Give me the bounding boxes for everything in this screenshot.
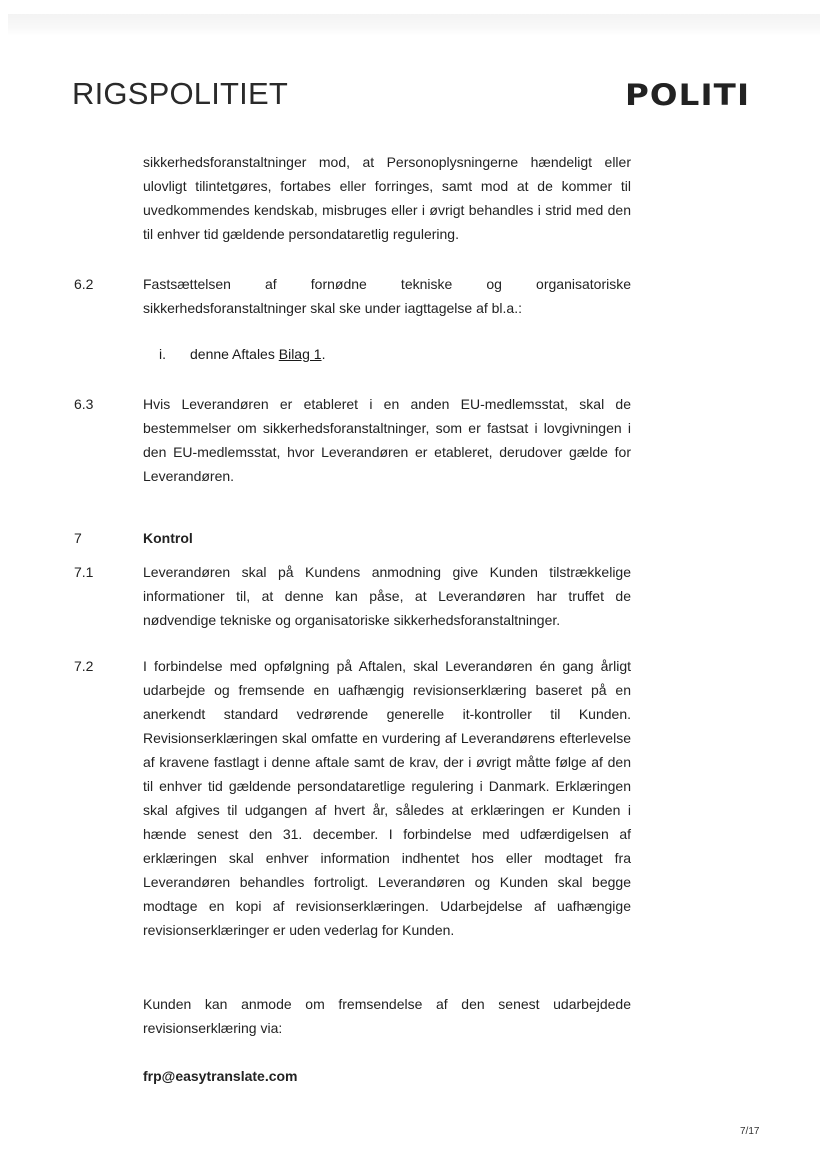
section-number-7-2: 7.2 (74, 658, 94, 674)
list-marker: i. (159, 346, 166, 362)
section-number-6-2: 6.2 (74, 276, 94, 292)
page-number: 7/17 (740, 1126, 760, 1137)
scan-shadow (8, 14, 820, 36)
section-number-7-1: 7.1 (74, 564, 94, 580)
list-item (190, 342, 325, 366)
contact-email[interactable]: frp@easytranslate.com (143, 1068, 298, 1084)
section-7-heading: Kontrol (143, 530, 193, 546)
section-6-2-text: Fastsættelsen af fornødne tekniske og organisatoriske sikkerhedsforanstaltninger skal ske under iagttagelse af bl.a.: (143, 276, 631, 316)
section-6-3-text: Hvis Leverandøren er etableret i en anden EU-medlemsstat, skal de bestemmelser om sikkerhedsforanstaltninger, som er fastsat i lovgivningen i den EU-medlemsstat, hvor Leverandøren er etableret, derudover gælde for Leverandøren. (143, 396, 631, 484)
bilag-link[interactable]: Bilag 1 (278, 346, 322, 362)
list-item-prefix: denne Aftales (190, 346, 275, 362)
politi-logo: POLITI (625, 78, 751, 112)
section-7-1-text: Leverandøren skal på Kundens anmodning give Kunden tilstrækkelige informationer til, at denne kan påse, at Leverandøren har truffet de nødvendige tekniske og organisatoriske sikkerhedsforanstaltninger. (143, 564, 631, 628)
header-title: RIGSPOLITIET (72, 76, 288, 111)
section-7-2-text: I forbindelse med opfølgning på Aftalen, skal Leverandøren én gang årligt udarbejde og fremsende en uafhængig revisionserklæring baseret på en anerkendt standard vedrørende generelle it-kontroller til Kunden. Revisionserklæringen skal omfatte en vurdering af Leverandørens efterlevelse af kravene fastlagt i denne aftale samt de krav, der i øvrigt måtte følge af den til enhver tid gældende persondataretlige regulering i Danmark. Erklæringen skal afgives til udgangen af hvert år, således at erklæringen er Kunden i hænde senest den 31. december. I forbindelse med udfærdigelsen af erklæringen skal enhver information indhentet hos eller modtaget fra Leverandøren behandles fortroligt. Leverandøren og Kunden skal begge modtage en kopi af revisionserklæringen. Udarbejdelse af uafhængige revisionserklæringer er uden vederlag for Kunden. (143, 658, 631, 938)
section-number-6-3: 6.3 (74, 396, 94, 412)
list-item-suffix: . (321, 346, 326, 362)
request-paragraph: Kunden kan anmode om fremsendelse af den senest udarbejdede revisionserklæring via: (143, 996, 631, 1036)
continuation-paragraph: sikkerhedsforanstaltninger mod, at Personoplysningerne hændeligt eller ulovligt tilintetgøres, fortabes eller forringes, samt mod at de kommer til uvedkommendes kendskab, misbruges eller i øvrigt behandles i strid med den til enhver tid gældende persondataretlig regulering. (143, 154, 631, 242)
section-number-7: 7 (74, 530, 82, 546)
